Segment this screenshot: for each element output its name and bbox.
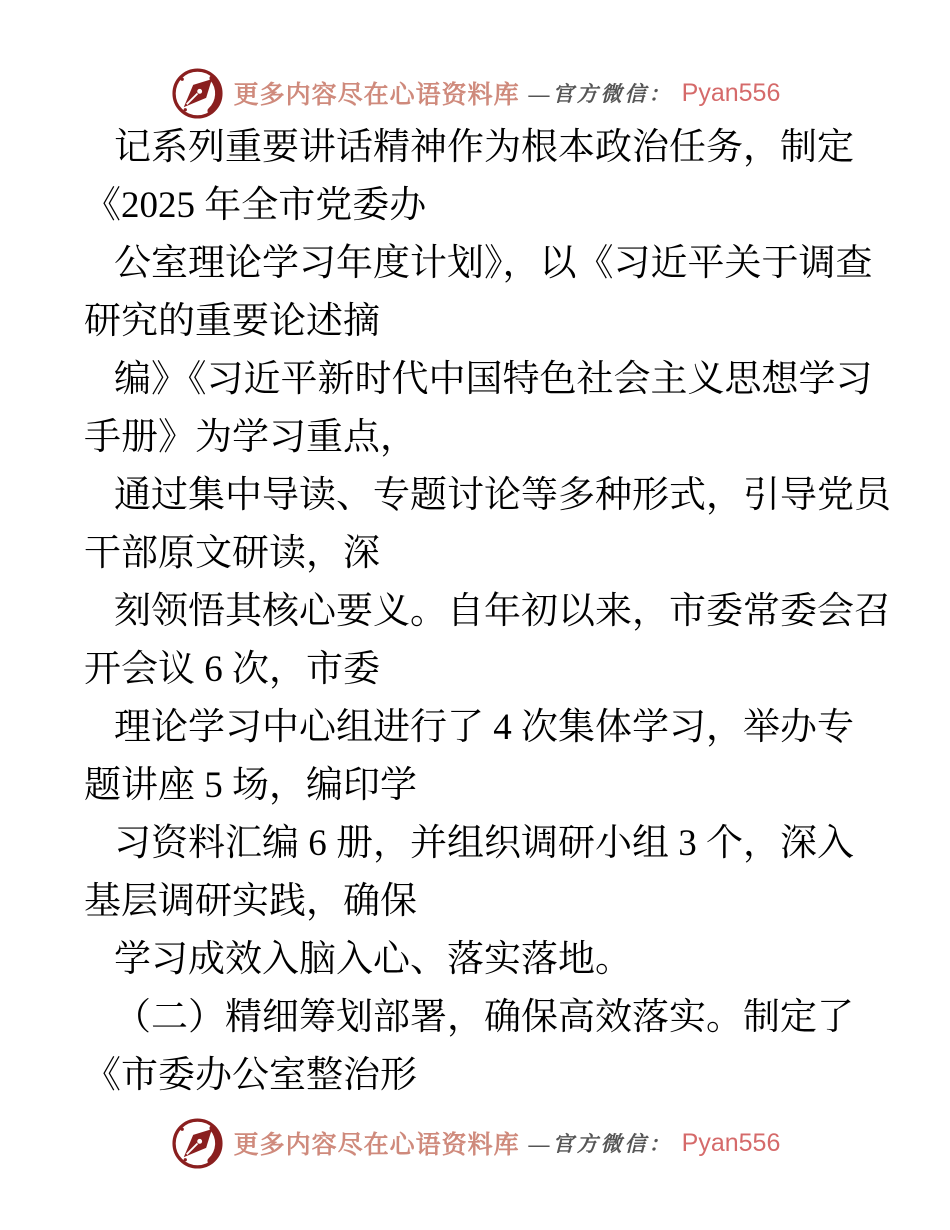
document-line: 编》《习近平新时代中国特色社会主义思想学习 [114,359,873,400]
document-line: 通过集中导读、专题讨论等多种形式，引导党员 [114,475,891,516]
pen-seal-logo-icon [170,66,225,121]
watermark-channel-label-text: 官方微信： [552,1132,673,1156]
watermark-brand-text: 更多内容尽在心语资料库 [233,82,520,109]
watermark-dash: — [528,82,553,106]
watermark-channel-label [529,1128,673,1158]
document-line: 习资料汇编 6 册，并组织调研小组 3 个，深入 [114,823,854,864]
document-line: 公室理论学习年度计划》，以《习近平关于调查 [114,243,873,284]
document-body [84,119,904,1105]
document-line: 干部原文研读，深 [84,533,380,574]
document-line: 刻领悟其核心要义。自年初以来，市委常委会召 [114,591,891,632]
document-line: 《2025 年全市党委办 [84,185,427,226]
document-line: 基层调研实践，确保 [84,881,417,922]
document-line: （二）精细筹划部署，确保高效落实。制定了 [114,997,854,1038]
header-watermark [0,63,950,123]
document-line: 手册》为学习重点， [84,417,417,458]
watermark-dash: — [528,1132,553,1156]
document-line: 学习成效入脑入心、落实落地。 [114,939,632,980]
watermark-wechat-id: Pyan556 [681,78,781,107]
watermark-channel-label-text: 官方微信： [552,82,673,106]
document-line: 理论学习中心组进行了 4 次集体学习，举办专 [114,707,854,748]
document-line: 研究的重要论述摘 [84,301,380,342]
watermark-brand-text: 更多内容尽在心语资料库 [233,1132,520,1159]
document-line: 记系列重要讲话精神作为根本政治任务，制定 [114,127,854,168]
document-line: 题讲座 5 场，编印学 [84,765,417,806]
watermark-channel-label [529,78,673,108]
document-line: 开会议 6 次，市委 [84,649,380,690]
footer-watermark [0,1113,950,1173]
watermark-wechat-id: Pyan556 [681,1128,781,1157]
document-line: 《市委办公室整治形 [84,1055,417,1096]
pen-seal-logo-icon [170,1116,225,1171]
